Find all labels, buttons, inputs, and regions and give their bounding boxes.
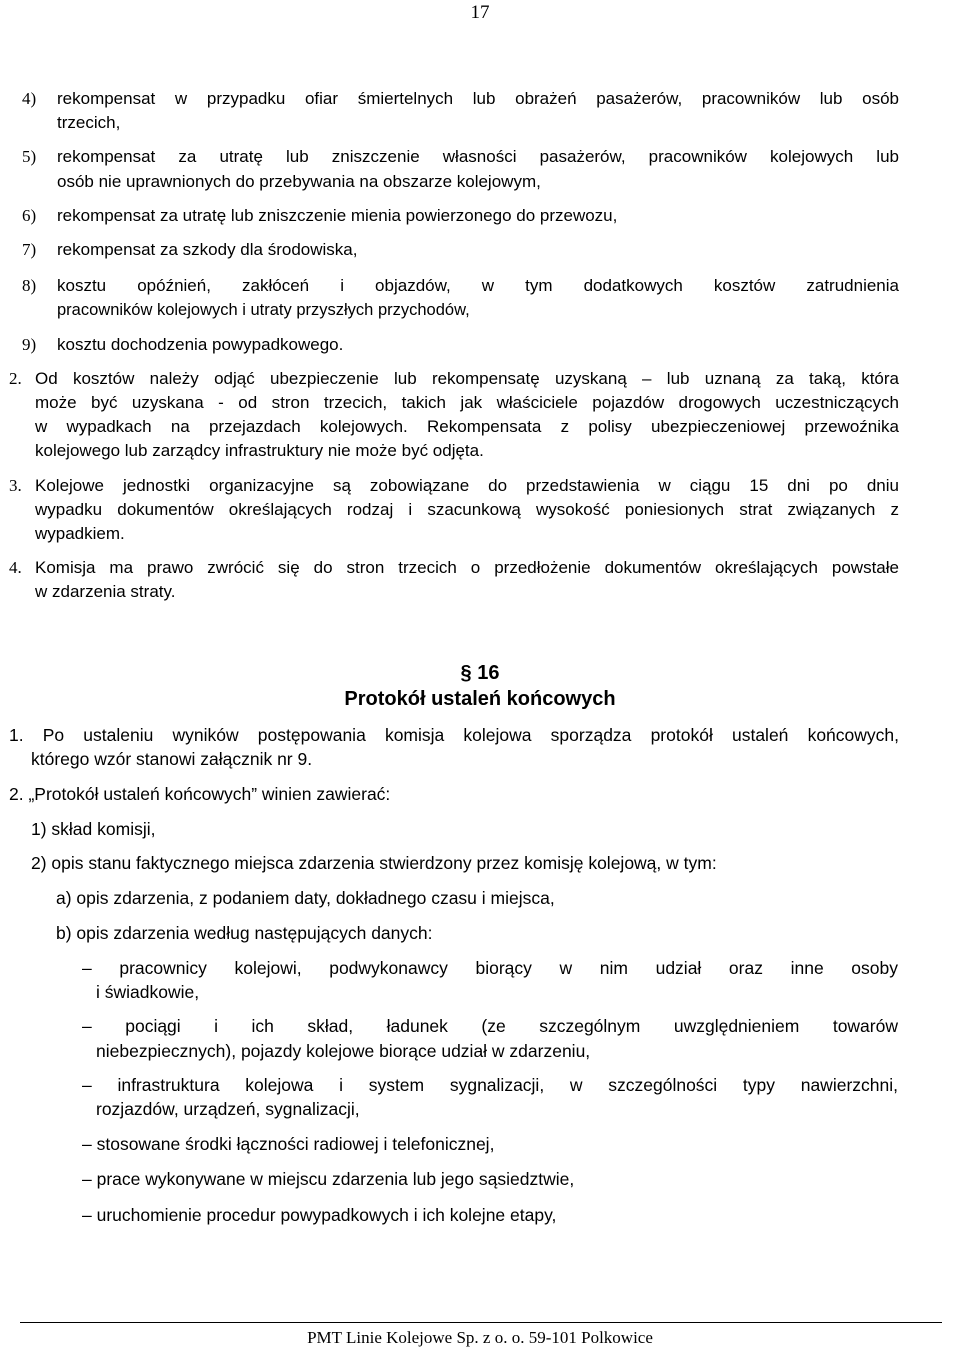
section-subitem: a) opis zdarzenia, z podaniem daty, dokładnego czasu i miejsca, (56, 888, 555, 908)
section-subitem: 1) skład komisji, (31, 819, 156, 839)
list-number: 6) (22, 206, 37, 225)
dash-item: i świadkowie, (96, 982, 200, 1002)
paragraph-text: kolejowego lub zarządcy infrastruktury nie może być odjęta. (35, 441, 484, 460)
dash-item: – pociągi i ich skład, ładunek (ze szczególnym uwzględnieniem towarów (82, 1016, 898, 1036)
section-subitem: 2) opis stanu faktycznego miejsca zdarzenia stwierdzony przez komisję kolejową, w tym: (31, 853, 717, 873)
dash-item: – prace wykonywane w miejscu zdarzenia lub jego sąsiedztwie, (82, 1169, 575, 1189)
list-item-text: pracowników kolejowych i utraty przyszłych przychodów, (57, 301, 470, 319)
list-number: 5) (22, 147, 37, 166)
dash-item: – uruchomienie procedur powypadkowych i ich kolejne etapy, (82, 1205, 557, 1225)
paragraph-text: Komisja ma prawo zwrócić się do stron trzecich o przedłożenie dokumentów określających powstałe (35, 558, 899, 577)
dash-item: niebezpiecznych), pojazdy kolejowe biorące udział w zdarzeniu, (96, 1041, 591, 1061)
paragraph-text: w wypadkach na przejazdach kolejowych. Rekompensata z polisy ubezpieczeniowej przewoźnika (35, 417, 899, 436)
list-item-text: kosztu opóźnień, zakłóceń i objazdów, w tym dodatkowych kosztów zatrudnienia (57, 276, 899, 295)
section-paragraph: 2. „Protokół ustaleń końcowych” winien zawierać: (9, 784, 391, 804)
paragraph-number: 4. (9, 558, 22, 577)
paragraph-text: wypadku dokumentów określających rodzaj i szacunkową wysokość poniesionych strat związanych z (35, 500, 899, 519)
paragraph-text: może być uzyskana - od stron trzecich, takich jak właściciele pojazdów drogowych uczestniczących (35, 393, 899, 412)
dash-item: – pracownicy kolejowi, podwykonawcy biorący w nim udział oraz inne osoby (82, 958, 898, 978)
section-subitem: b) opis zdarzenia według następujących danych: (56, 923, 433, 943)
list-item-text: rekompensat za utratę lub zniszczenie mienia powierzonego do przewozu, (57, 206, 618, 225)
list-number: 8) (22, 276, 37, 295)
section-number: § 16 (460, 662, 500, 684)
paragraph-number: 2. (9, 369, 22, 388)
dash-item: – stosowane środki łączności radiowej i telefonicznej, (82, 1134, 495, 1154)
section-paragraph: którego wzór stanowi załącznik nr 9. (31, 749, 313, 769)
list-item-text: rekompensat za szkody dla środowiska, (57, 240, 358, 259)
list-number: 4) (22, 89, 37, 108)
section-title: Protokół ustaleń końcowych (344, 688, 616, 710)
paragraph-number: 3. (9, 476, 22, 495)
list-item-text: trzecich, (57, 113, 121, 132)
page-number: 17 (470, 2, 490, 23)
list-item-text: kosztu dochodzenia powypadkowego. (57, 335, 344, 354)
section-paragraph: 1. Po ustaleniu wyników postępowania komisja kolejowa sporządza protokół ustaleń końcowych, (9, 725, 899, 745)
dash-item: rozjazdów, urządzeń, sygnalizacji, (96, 1099, 360, 1119)
paragraph-text: wypadkiem. (35, 524, 125, 543)
list-item-text: osób nie uprawnionych do przebywania na obszarze kolejowym, (57, 172, 541, 191)
footer-rule (20, 1322, 942, 1323)
list-item-text: rekompensat za utratę lub zniszczenie własności pasażerów, pracowników kolejowych lub (57, 147, 899, 166)
list-number: 7) (22, 240, 37, 259)
list-item-text: rekompensat w przypadku ofiar śmiertelnych lub obrażeń pasażerów, pracowników lub osób (57, 89, 899, 108)
dash-item: – infrastruktura kolejowa i system sygnalizacji, w szczególności typy nawierzchni, (82, 1075, 898, 1095)
list-number: 9) (22, 335, 37, 354)
paragraph-text: Kolejowe jednostki organizacyjne są zobowiązane do przedstawienia w ciągu 15 dni po dniu (35, 476, 899, 495)
paragraph-text: Od kosztów należy odjąć ubezpieczenie lub rekompensatę uzyskaną – lub uznaną za taką, która (35, 369, 899, 388)
paragraph-text: w zdarzenia straty. (35, 582, 176, 601)
page-footer: PMT Linie Kolejowe Sp. z o. o. 59-101 Polkowice (307, 1328, 653, 1347)
